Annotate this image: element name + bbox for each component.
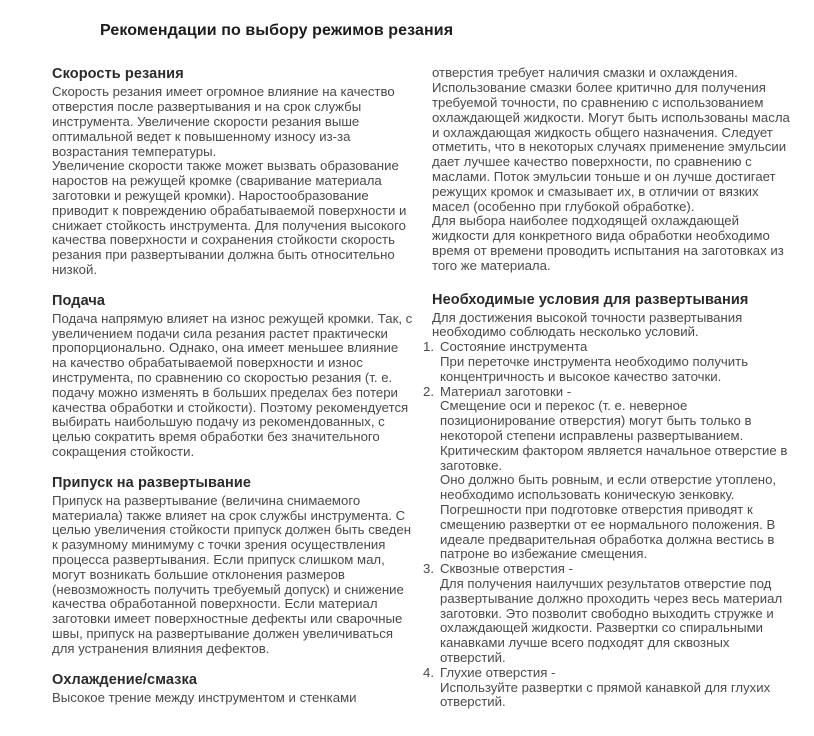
section-reaming-conditions (423, 291, 796, 711)
list-item-number: 1. (423, 339, 434, 355)
section-heading: Необходимые условия для развертывания (432, 291, 749, 308)
paragraph: отверстия требует наличия смазки и охлаждения. Использование смазки более критично для получения требуемой точности, по сравнению с использованием охлаждающей жидкости. Могут быть использованы масла и охлаждающая жидкость общего назначения. Следует отметить, что в некоторых случаях применение эмульсии дает лучшее качество поверхности, по сравнению с маслами. Поток эмульсии тоньше и он лучше достигает режущих кромок и смазывает их, в отличии от вязких масел (особенно при глубокой обработке). (432, 65, 790, 214)
section-cooling-lubrication (52, 672, 416, 706)
list-item-number: 2. (423, 383, 434, 399)
list-item-title: Глухие отверстия - (440, 664, 556, 680)
section-feed (52, 293, 416, 460)
list-item-title: Материал заготовки - (440, 383, 572, 399)
paragraph: Припуск на развертывание (величина снимаемого материала) также влияет на срок службы инструмента. С целью увеличения стойкости припуск должен быть сведен к разумному минимуму с точки зрения осуществления процесса развертывания. Если припуск слишком мал, могут возникать большие отклонения размеров (невозможность получить требуемый допуск) и снижение качества обработанной поверхности. Если материал заготовки имеет поверхностные дефекты или сварочные швы, припуск на развертывание должен увеличиваться для устранения влияния дефектов. (52, 492, 411, 656)
list-item-number: 4. (423, 664, 434, 680)
list-item-title: Сквозные отверстия - (440, 561, 573, 577)
list-item-body (440, 562, 796, 666)
right-column (423, 65, 796, 725)
section-heading: Скорость резания (52, 66, 184, 83)
numbered-list (423, 339, 796, 710)
paragraph: Смещение оси и перекос (т. е. неверное позиционирование отверстия) могут быть только в некоторой степени исправлены развертыванием. Критическим фактором является начальное отверстие в заготовке. (440, 398, 788, 473)
section-cutting-speed (52, 66, 416, 277)
paragraph: При переточке инструмента необходимо получить концентричность и высокое качество заточки. (440, 353, 749, 384)
left-column (52, 66, 416, 725)
section-heading: Припуск на развертывание (52, 474, 252, 491)
list-item-number: 3. (423, 561, 434, 577)
list-item (423, 339, 796, 384)
list-item (423, 561, 796, 666)
two-column-layout (0, 50, 814, 725)
paragraph: Высокое трение между инструментом и стенками (52, 689, 357, 705)
list-item (423, 383, 796, 563)
list-item-title: Состояние инструмента (440, 339, 588, 355)
paragraph: Скорость резания имеет огромное влияние на качество отверстия после развертывания и на срок службы инструмента. Увеличение скорости резания выше оптимальной ведет к повышенному износу из-за возрастания температуры. (52, 84, 395, 159)
paragraph: Для выбора наиболее подходящей охлаждающей жидкости для конкретного вида обработки необходимо время от времени проводить испытания на заготовках из того же материала. (432, 213, 784, 273)
section-heading: Охлаждение/смазка (52, 671, 198, 688)
paragraph: Оно должно быть ровным, и если отверстие утоплено, необходимо использовать коническую зенковку. Погрешности при подготовке отверстия приводят к смещению развертки от ее нормального положения. В идеале предварительная обработка должна вестись в патроне во избежание смещения. (440, 472, 777, 562)
paragraph: Используйте развертки с прямой канавкой для глухих отверстий. (440, 679, 771, 710)
paragraph: Для получения наилучших результатов отверстие под развертывание должно проходить через весь материал заготовки. Это позволит свободно выходить стружке и охлаждающей жидкости. Развертки со спиральными канавками лучше всего подходят для сквозных отверстий. (440, 575, 783, 665)
section-intro: Для достижения высокой точности развертывания необходимо соблюдать несколько условий. (432, 309, 743, 340)
section-reaming-allowance (52, 475, 416, 657)
list-item-body (440, 666, 796, 710)
paragraph: Подача напрямую влияет на износ режущей кромки. Так, с увеличением подачи сила резания растет практически пропорционально. Однако, она имеет меньшее влияние на качество обрабатываемой поверхности и износ инструмента, по сравнению со скоростью резания (т. е. подачу можно изменять в больших пределах без потери качества обработки и стойкости). Поэтому рекомендуется выбирать наибольшую подачу из рекомендованных, с целью сократить время обработки без значительного сокращения стойкости. (52, 310, 413, 459)
list-item-body (440, 340, 796, 384)
list-item (423, 664, 796, 710)
paragraph: Увеличение скорости также может вызвать образование наростов на режущей кромке (сваривание материала заготовки и режущей кромки). Наростообразование приводит к повреждению обрабатываемой поверхности и снижает стойкость инструмента. Для получения высокого качества поверхности и сохранения стойкости скорость резания при развертывании должна быть относительно низкой. (52, 158, 407, 277)
section-heading: Подача (52, 292, 106, 309)
page-title: Рекомендации по выбору режимов резания (100, 21, 454, 39)
list-item-body (440, 385, 796, 563)
